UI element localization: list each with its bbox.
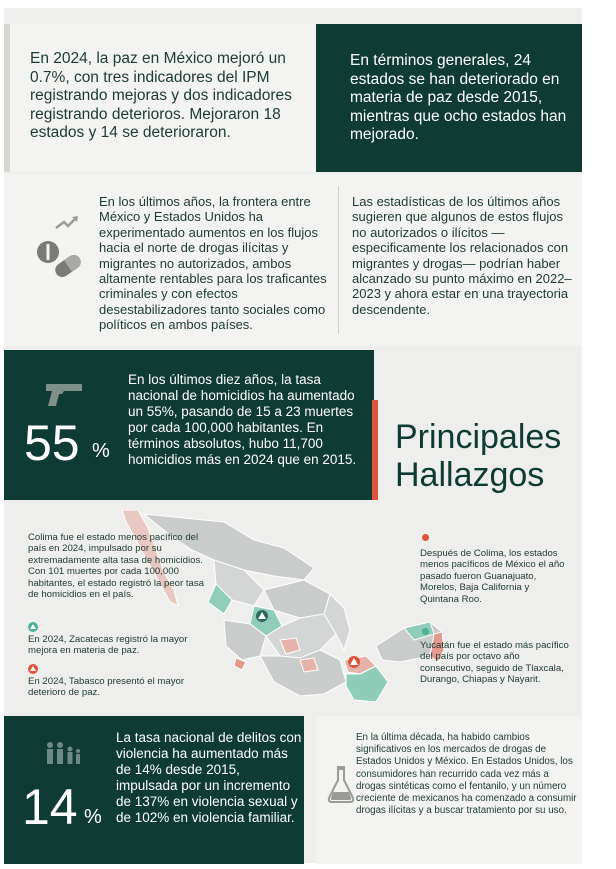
peace-summary-panel	[4, 24, 316, 172]
border-flows-panel	[4, 174, 582, 346]
border-flows-text: En los últimos años, la frontera entre México y Estados Unidos ha experimentado aumentos en los flujos hacia el norte de drogas ilícitas y migrantes no autorizados, ambos altamente rentables para los traficantes criminales y con efectos desestabilizadores tanto sociales como políticos en ambos países.	[99, 194, 327, 333]
mexico-map-panel	[4, 506, 582, 712]
homicide-stat-text: En los últimos diez años, la tasa nacional de homicidios ha aumentado un 55%, pasando de 15 a 23 muertes por cada 100,000 habitantes. En términos absolutos, hubo 11,700 homicidios más en 2024 que en 2015.	[128, 372, 357, 467]
least-peaceful-dot-icon	[422, 534, 429, 541]
zacatecas-text: En 2024, Zacatecas registró la mayor mejora en materia de paz.	[28, 634, 188, 657]
improvement-icon	[28, 622, 38, 632]
colima-text: Colima fue el estado menos pacífico del país en 2024, impulsado por su extremadamente alta tasa de homicidios. Con 101 muertes por cada 100,000 habitantes, el estado registró la peor tasa de homicidios en el país.	[28, 532, 204, 601]
most-peaceful-dot-icon	[422, 628, 429, 635]
violent-crime-text: La tasa nacional de delitos con violencia ha aumentado más de 14% desde 2015, impulsada por un incremento de 137% en violencia sexual y de 102% en violencia familiar.	[116, 730, 302, 825]
flask-icon	[326, 764, 356, 804]
flows-peak-text: Las estadísticas de los últimos años sugieren que algunos de estos flujos no autorizados o ilícitos —especificamente los relacionados con migrantes y drogas— podrían haber alcanzado su punto máximo en 2022–2023 y ahora estar en una trayectoria descendente.	[352, 194, 572, 317]
deterioration-icon	[28, 664, 38, 674]
pills-trend-icon	[34, 214, 94, 284]
least-peaceful-text: Después de Colima, los estados menos pacíficos de México el año pasado fueron Guanajuato, Morelos, Baja California y Quintana Roo.	[420, 548, 565, 605]
homicide-stat-value: 55	[24, 415, 80, 471]
section-title-line1: Principales	[395, 418, 562, 456]
homicide-stat-panel	[4, 350, 374, 500]
family-icon	[44, 740, 82, 766]
column-divider	[338, 186, 339, 334]
zacatecas-marker	[256, 610, 268, 622]
tabasco-text: En 2024, Tabasco presentó el mayor deterioro de paz.	[28, 676, 185, 699]
violent-crime-stat-unit: %	[84, 806, 102, 828]
section-title-line2: Hallazgos	[395, 456, 545, 494]
drug-markets-text: En la última década, ha habido cambios significativos en los mercados de drogas de Estados Unidos y México. En Estados Unidos, los consumidores han recurrido cada vez más a drogas sintéticas como el fentanilo, y un número creciente de mexicanos ha comenzado a consumir drogas ilícitas y a buscar tratamiento por su uso.	[356, 732, 577, 817]
homicide-stat-unit: %	[92, 440, 110, 462]
gun-icon	[44, 380, 84, 408]
drug-markets-panel	[316, 716, 582, 864]
tabasco-marker	[348, 656, 360, 668]
peace-summary-text: En 2024, la paz en México mejoró un 0.7%, con tres indicadores del IPM registrando mejoras y dos indicadores registrando deterioros. Mejoraron 18 estados y 14 se deterioraron.	[30, 50, 292, 141]
states-deterioration-text: En términos generales, 24 estados se han deteriorado en materia de paz desde 2015, mientras que ocho estados han mejorado.	[350, 52, 567, 143]
yucatan-text: Yucatán fue el estado más pacífico del país por octavo año consecutivo, seguido de Tlaxcala, Durango, Chiapas y Nayarit.	[420, 640, 569, 686]
violent-crime-stat-value: 14	[22, 779, 78, 835]
states-deterioration-panel	[316, 24, 582, 172]
title-accent-bar	[372, 400, 378, 500]
violent-crime-stat-panel	[4, 716, 304, 864]
section-title	[395, 418, 561, 494]
